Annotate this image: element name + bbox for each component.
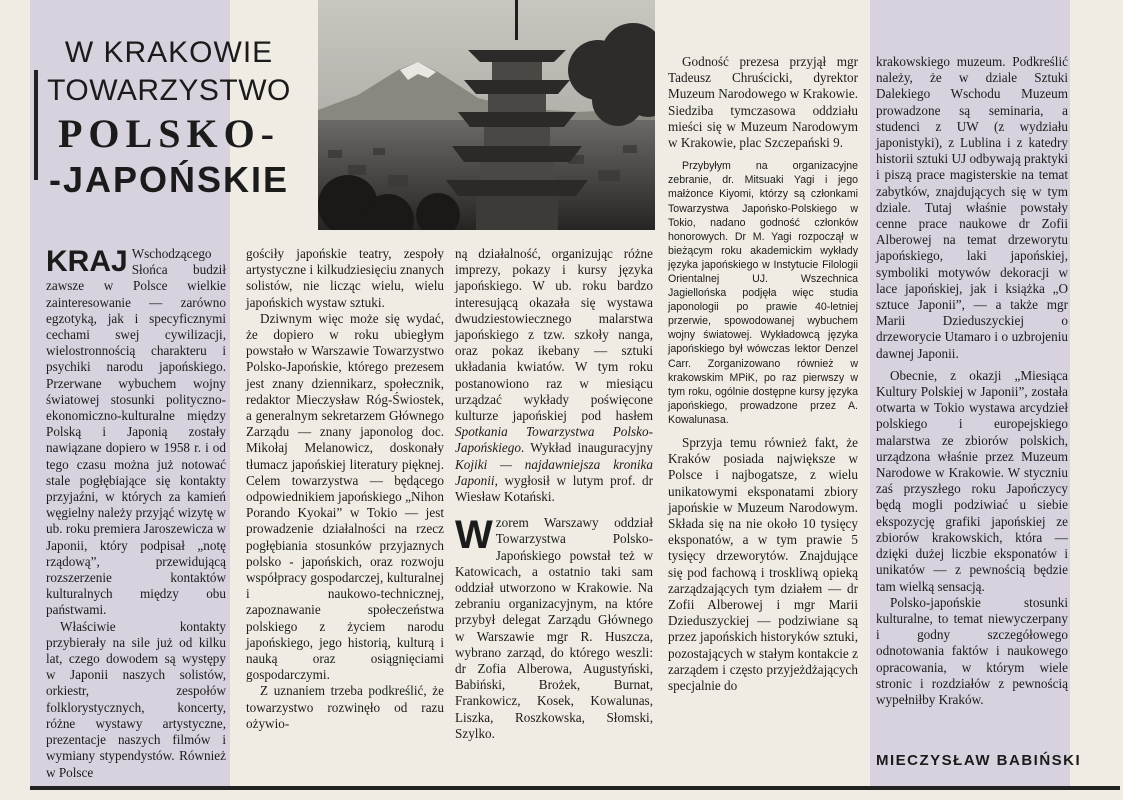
title-line-1: W KRAKOWIE [64, 36, 274, 69]
paragraph: krakowskiego muzeum. Podkreślić należy, że w dziale Sztuki Dalekiego Wschodu Muzeum prowadzone są seminaria, a studenci z UW (z wydziału japonistyki), z Lublina i z katedry historii sztuki UJ odbywają praktyki i piszą prace magisterskie na temat zabytków, znajdujących się w tym dziale. Tutaj właśnie powstały cenne prace naukowe dr Zofii Alberowej na temat drzeworytu japońskiego, laki japońskiej, symboliki motywów dekoracji w lace japońskiej, jak i książka „O sztuce Japonii”, — a także mgr Marii Dzieduszyckiej o drzeworycie Utamaro i o uzbrojeniu dawnej Japonii. [876, 54, 1068, 361]
paragraph: Właściwie kontakty przybierały na sile już od kilku lat, czego dowodem są występy w Japonii naszych solistów, orkiestr, zespołów folklorystycznych, koncerty, różne wystawy artystyczne, prezentacje naszych filmów i wymiany stypendystów. Również w Polsce [46, 618, 226, 780]
column-5 [876, 54, 1068, 708]
paragraph: Godność prezesa przyjął mgr Tadeusz Chruścicki, dyrektor Muzeum Narodowego w Krakowie. Siedziba tymczasowa oddziału mieści się w Muzeum Narodowym w Krakowie, plac Szczepański 9. [668, 54, 858, 151]
title-line-4: -JAPOŃSKIE [48, 159, 290, 200]
column-1 [46, 246, 226, 781]
paragraph: ną działalność, organizując różne imprezy, pokazy i kursy języka japońskiego. W ub. roku bardzo interesującą okazała się wystawa dwudziestowiecznego malarstwa japońskiego z tzw. szkoły nanga, oraz pokaz ikebany — sztuki układania kwiatów. W tym roku postanowiono raz w miesiącu urządzać wykłady poświęcone kulturze japońskiej pod hasłem Spotkania Towarzystwa Polsko-Japońskiego. Wykład inauguracyjny Kojiki — najdawniejsza kronika Japonii, wygłosił w lutym prof. dr Wiesław Kotański. [455, 246, 653, 505]
title-side-rule [34, 70, 38, 180]
drop-cap: KRAJ [46, 245, 128, 278]
column-3 [455, 246, 653, 742]
paragraph: Dziwnym więc może się wydać, że dopiero w roku ubiegłym powstało w Warszawie Towarzystwo Polsko-Japońskie, którego prezesem jest znany dziennikarz, społecznik, redaktor Mieczysław Róg-Świostek, a generalnym sekretarzem Głównego Zarządu — znany japonolog doc. Mikołaj Melanowicz, doskonały tłumacz japońskiej literatury pięknej. Celem towarzystwa — będącego odpowiednikiem japońskiego „Nihon Porando Kyokai” w Tokio — jest prowadzenie działalności na rzecz pogłębiania stosunków przyjaznych polsko - japońskich, oraz rozwoju współpracy gospodarczej, kulturalnej i naukowo-technicznej, zapoznawanie społeczeństwa polskiego z życiem narodu japońskiego, jego historią, kulturą i nauką oraz osiągnięciami gospodarczymi. [246, 310, 444, 683]
paragraph: Sprzyja temu również fakt, że Kraków posiada największe w Polsce i najbogatsze, z wielu unikatowymi eksponatami zbiory japońskie w Muzeum Narodowym. Składa się na nie około 10 tysięcy eksponatów, a w tym prawie 5 tysięcy drzeworytów. Znajdujące się pod fachową i troskliwą opieką zarządzających tym działem — dr Zofii Alberowej i mgr Marii Dzieduszyckiej — podziwiane są przez japońskich historyków sztuki, pozostających w stałym kontakcie z zarządem i często przyjeżdżających specjalnie do [668, 435, 858, 694]
column-2 [246, 246, 444, 732]
paragraph: Obecnie, z okazji „Miesiąca Kultury Polskiej w Japonii”, została otwarta w Tokio wystawa arcydzieł polskiego i europejskiego malarstwa ze zbiorów polskich, urządzona właśnie przez Muzeum Narodowe w Krakowie. W styczniu zaś przyszłego roku Japończycy będą mogli podziwiać u siebie ekspozycję grafiki japońskiej ze zbiorów krakowskich, która — dzięki dużej liczbie eksponatów i unikatów — z pewnością będzie tam wielką sensacją. [876, 367, 1068, 594]
column-4 [668, 54, 858, 694]
article-title [44, 34, 294, 202]
paragraph: gościły japońskie teatry, zespoły artystyczne i kilkudziesięciu znanych solistów, nie licząc wielu, wielu japońskich wystaw sztuki. [246, 246, 444, 310]
drop-cap-w: W [455, 513, 493, 558]
title-line-2: TOWARZYSTWO [47, 74, 291, 107]
paragraph: Polsko-japońskie stosunki kulturalne, to temat niewyczerpany i godny szczegółowego odnotowania faktów i naukowego opracowania, w którym wiele stronic i rozdziałów z pewnością wypełniłby Kraków. [876, 594, 1068, 707]
paragraph: KRAJ Wschodzącego Słońca budził zawsze w Polsce wielkie zainteresowanie — zarówno egzotyką, jak i specyficznymi cechami swej cywilizacji, wielostronnością charakteru i psychiki narodu japońskiego. Przerwane wybuchem wojny światowej stosunki polityczno-ekonomiczno-kulturalne między Polską i Japonią zostały nawiązane dopiero w 1958 r. i od tego czasu można już notować stale pogłębiające się kontakty przyjaźni, w których za kamień węgielny należy przyjąć wizytę w ub. roku premiera Jaroszewicza w Japonii, który podpisał „notę rządową”, przewidującą rozszerzenie kontaktów kulturalnych między obu państwami. [46, 245, 226, 618]
title-line-3: POLSKO- [57, 111, 281, 156]
author-signature: MIECZYSŁAW BABIŃSKI [876, 752, 1082, 769]
small-print-paragraph: Przybyłym na organizacyjne zebranie, dr. Mitsuaki Yagi i jego małżonce Kiyomi, którzy są członkami Towarzystwa Japońsko-Polskiego w Tokio, nadano godność członków honorowych. Dr M. Yagi rozpoczął w bieżącym roku akademickim wykłady języka japońskiego w Instytucie Filologii Orientalnej UJ. Wszechnica Jagiellońska podjęła więc studia japonologii po prawie 40-letniej przerwie, spowodowanej wybuchem wojny światowej. Wykładowcą języka japońskiego był wówczas lektor Denzel Carr. Zorganizowano również w krakowskim MPiK, po raz pierwszy w tym roku, ogólnie dostępne kursy języka japońskiego, prowadzone przez A. Kowalunasa. [668, 160, 858, 426]
pagoda-fuji-photo [318, 0, 655, 230]
paragraph: Wzorem Warszawy oddział Towarzystwa Polsko-Japońskiego powstał też w Katowicach, a ostatnio taki sam oddział utworzono w Krakowie. Na zebraniu organizacyjnym, na które przybył delegat Zarządu Głównego w Warszawie mgr R. Huszcza, wybrano zarząd, do którego weszli: dr Zofia Alberowa, Augustyński, Babiński, Brożek, Burnat, Frankowicz, Kosek, Kowalunas, Liszka, Roszkowska, Słomski, Szylko. [455, 513, 653, 741]
bottom-rule [30, 786, 1120, 790]
paragraph: Z uznaniem trzeba podkreślić, że towarzystwo rozwinęło od razu ożywio- [246, 683, 444, 731]
